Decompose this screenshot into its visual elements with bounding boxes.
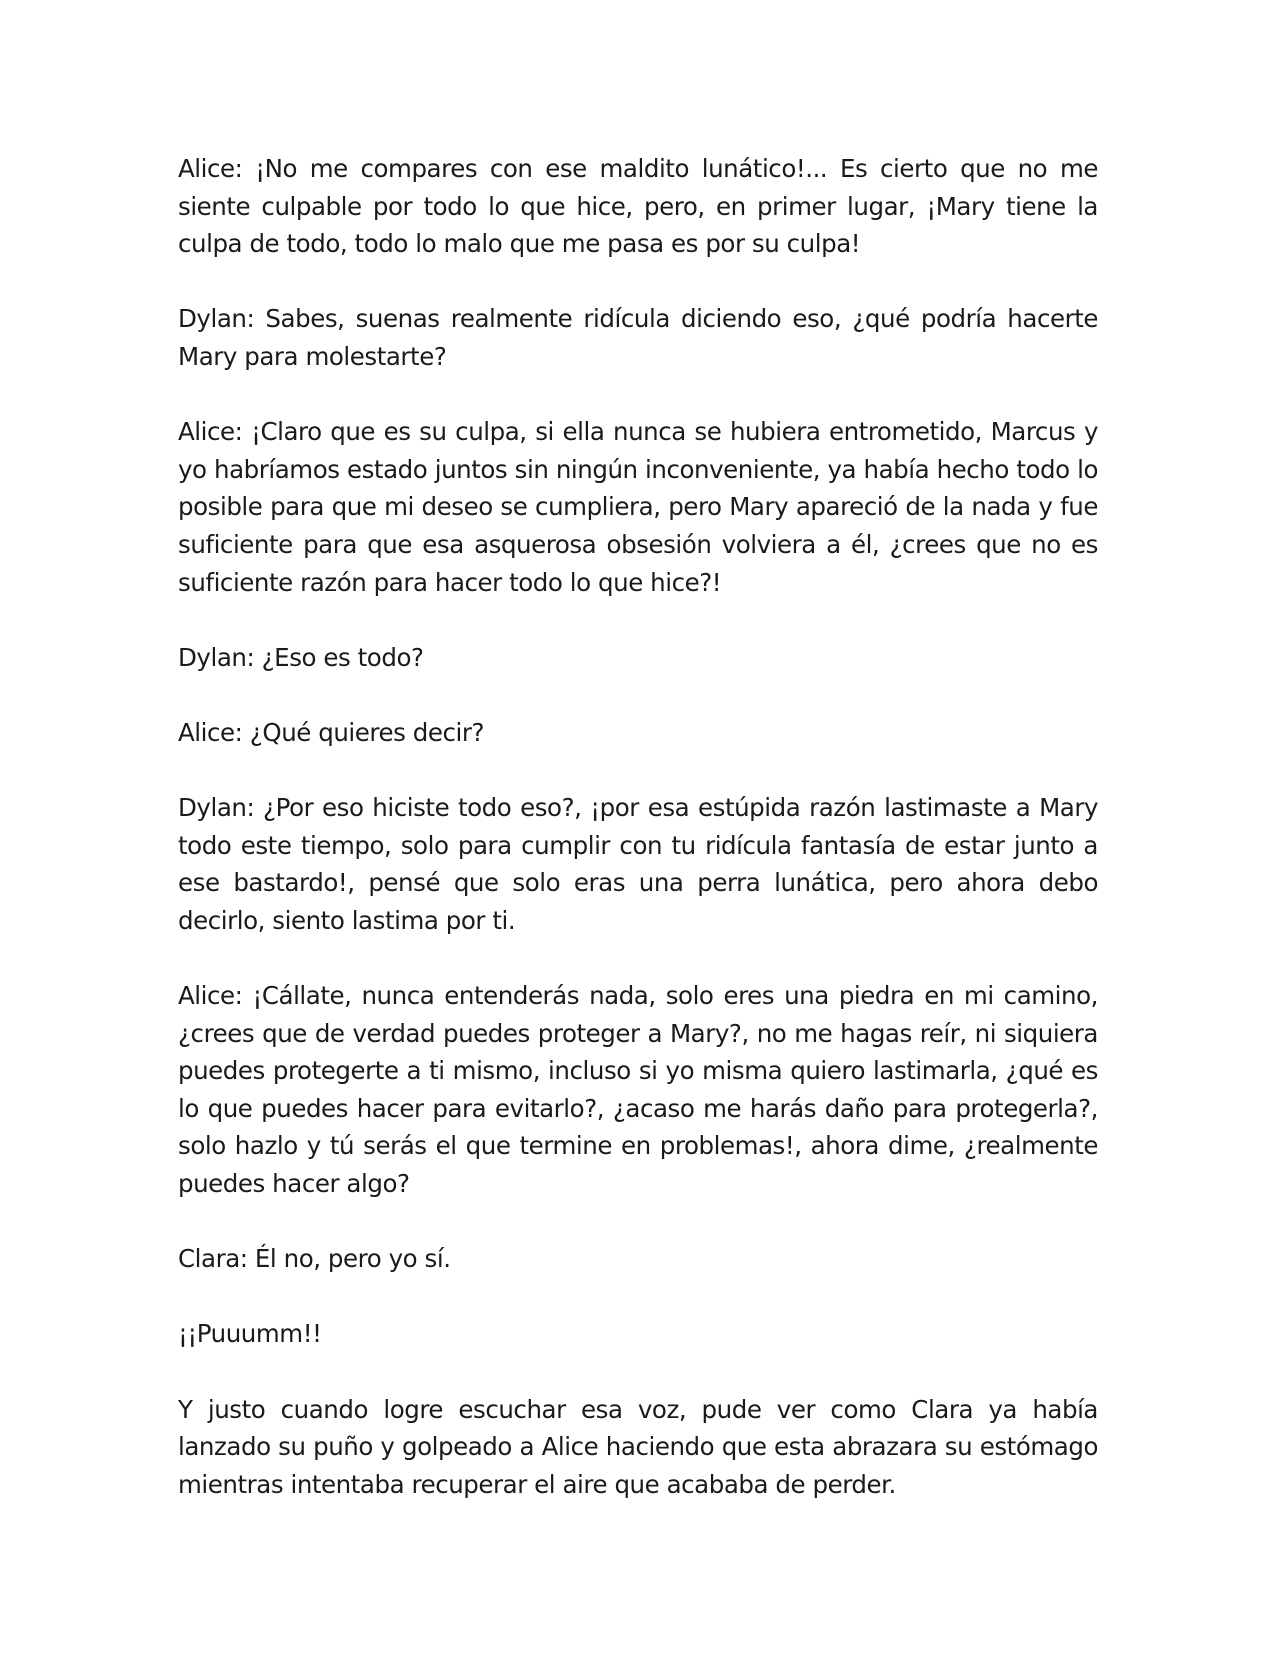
paragraph-dylan-1: Dylan: Sabes, suenas realmente ridícula diciendo eso, ¿qué podría hacerte Mary para molestarte?: [178, 304, 1098, 371]
paragraph-clara-1: Clara: Él no, pero yo sí.: [178, 1244, 451, 1274]
paragraph-alice-2: Alice: ¡Claro que es su culpa, si ella nunca se hubiera entrometido, Marcus y yo habríamos estado juntos sin ningún inconveniente, ya había hecho todo lo posible para que mi deseo se cumpliera, pero Mary apareció de la nada y fue suficiente para que esa asquerosa obsesión volviera a él, ¿crees que no es suficiente razón para hacer todo lo que hice?!: [178, 417, 1098, 597]
paragraph-alice-1: Alice: ¡No me compares con ese maldito lunático!... Es cierto que no me siente culpable por todo lo que hice, pero, en primer lugar, ¡Mary tiene la culpa de todo, todo lo malo que me pasa es por su culpa!: [178, 154, 1098, 259]
document-page: [178, 150, 1098, 1503]
paragraph-dylan-3: Dylan: ¿Por eso hiciste todo eso?, ¡por esa estúpida razón lastimaste a Mary todo este tiempo, solo para cumplir con tu ridícula fantasía de estar junto a ese bastardo!, pensé que solo eras una perra lunática, pero ahora debo decirlo, siento lastima por ti.: [178, 793, 1098, 935]
paragraph-narration: Y justo cuando logre escuchar esa voz, pude ver como Clara ya había lanzado su puño y golpeado a Alice haciendo que esta abrazara su estómago mientras intentaba recuperar el aire que acababa de perder.: [178, 1394, 1098, 1499]
paragraph-dylan-2: Dylan: ¿Eso es todo?: [178, 642, 424, 672]
paragraph-alice-3: Alice: ¿Qué quieres decir?: [178, 717, 485, 747]
paragraph-alice-4: Alice: ¡Cállate, nunca entenderás nada, solo eres una piedra en mi camino, ¿crees que de verdad puedes proteger a Mary?, no me hagas reír, ni siquiera puedes protegerte a ti mismo, incluso si yo misma quiero lastimarla, ¿qué es lo que puedes hacer para evitarlo?, ¿acaso me harás daño para protegerla?, solo hazlo y tú serás el que termine en problemas!, ahora dime, ¿realmente puedes hacer algo?: [178, 981, 1098, 1199]
paragraph-sound-effect: ¡¡Puuumm!!: [178, 1319, 322, 1349]
